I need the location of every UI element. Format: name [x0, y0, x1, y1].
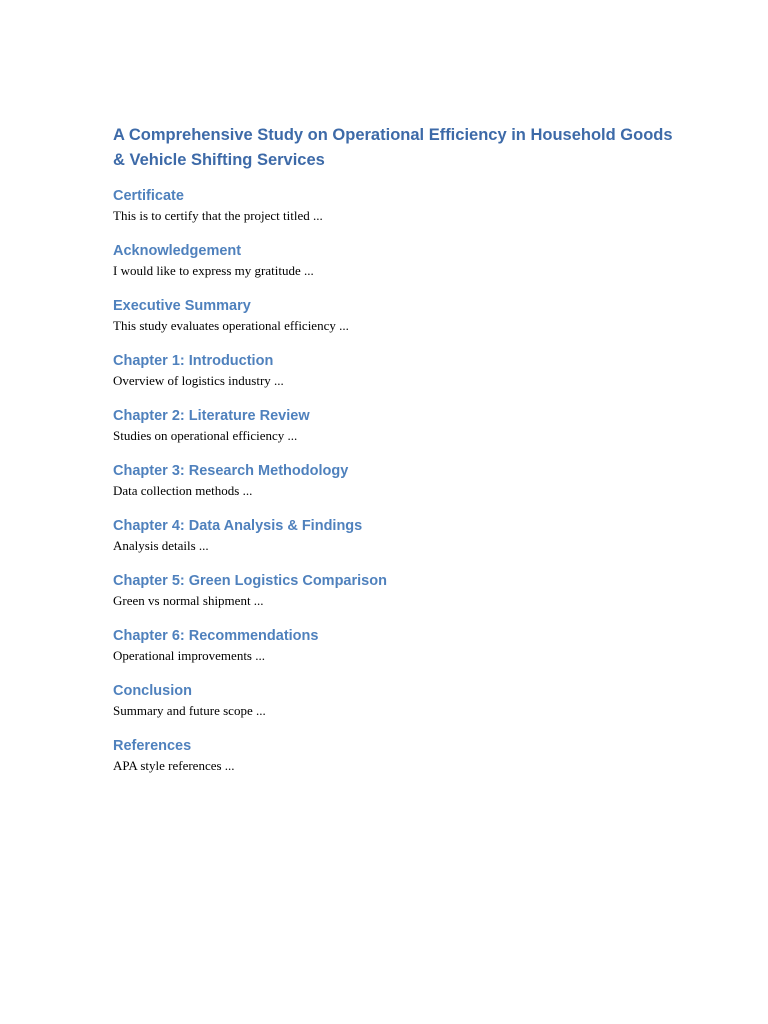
- section-heading: Acknowledgement: [113, 243, 242, 259]
- section-chapter-4: [113, 515, 673, 555]
- document-page: [113, 123, 673, 790]
- section-chapter-3: [113, 460, 673, 500]
- section-references: [113, 735, 673, 775]
- section-body: Overview of logistics industry ...: [113, 373, 284, 388]
- section-body: I would like to express my gratitude ...: [113, 263, 314, 278]
- section-body: Summary and future scope ...: [113, 703, 266, 718]
- section-chapter-6: [113, 625, 673, 665]
- section-heading: Chapter 6: Recommendations: [113, 628, 319, 644]
- section-chapter-2: [113, 405, 673, 445]
- section-heading: Conclusion: [113, 683, 192, 699]
- section-heading: Chapter 5: Green Logistics Comparison: [113, 573, 387, 589]
- section-body: Studies on operational efficiency ...: [113, 428, 298, 443]
- section-body: Green vs normal shipment ...: [113, 593, 264, 608]
- section-body: This is to certify that the project titled ...: [113, 208, 323, 223]
- section-executive-summary: [113, 295, 673, 335]
- section-heading: Executive Summary: [113, 298, 251, 314]
- section-body: Data collection methods ...: [113, 483, 253, 498]
- section-heading: References: [113, 738, 192, 754]
- section-certificate: [113, 185, 673, 225]
- section-heading: Chapter 4: Data Analysis & Findings: [113, 518, 363, 534]
- section-acknowledgement: [113, 240, 673, 280]
- section-body: APA style references ...: [113, 758, 235, 773]
- section-heading: Certificate: [113, 188, 184, 204]
- section-heading: Chapter 3: Research Methodology: [113, 463, 349, 479]
- section-heading: Chapter 2: Literature Review: [113, 408, 310, 424]
- section-body: This study evaluates operational efficiency ...: [113, 318, 349, 333]
- document-title: A Comprehensive Study on Operational Efficiency in Household Goods & Vehicle Shifting Services: [113, 126, 673, 169]
- section-chapter-5: [113, 570, 673, 610]
- section-body: Analysis details ...: [113, 538, 209, 553]
- section-conclusion: [113, 680, 673, 720]
- section-body: Operational improvements ...: [113, 648, 265, 663]
- section-heading: Chapter 1: Introduction: [113, 353, 274, 369]
- section-chapter-1: [113, 350, 673, 390]
